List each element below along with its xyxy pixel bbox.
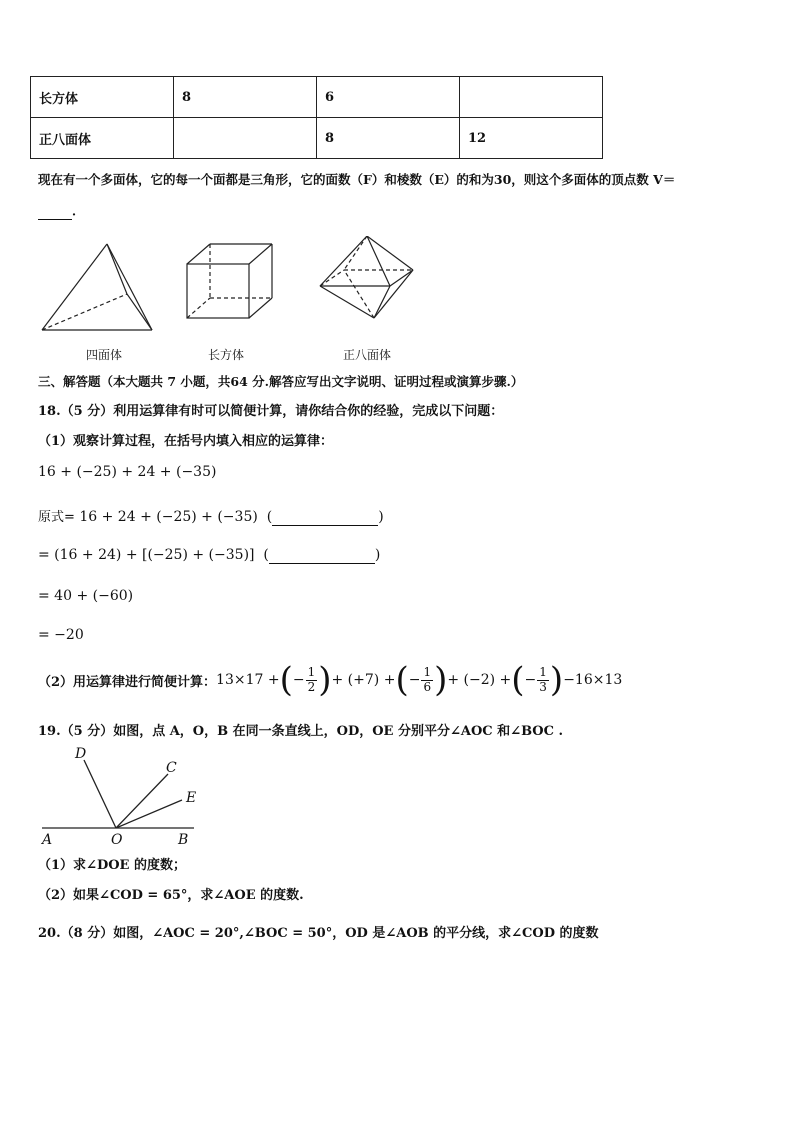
table-cell <box>174 118 317 159</box>
fraction: $\frac{1}{2}$ <box>307 665 316 694</box>
table-cell: 8 <box>174 77 317 118</box>
fraction: $\frac{1}{3}$ <box>539 665 547 694</box>
right-paren: ) <box>318 660 332 700</box>
table-cell: 12 <box>460 118 603 159</box>
ray-oc <box>116 774 168 828</box>
tetrahedron-caption: 四面体 <box>86 348 123 362</box>
q19-part2: （2）如果∠COD = 65°，求∠AOE 的度数. <box>38 888 304 903</box>
polyhedra-table <box>30 76 603 159</box>
q19-title: 19.（5 分）如图，点 A，O，B 在同一条直线上，OD，OE 分别平分∠AOC 和∠BOC . <box>38 724 564 739</box>
q18-part1: （1）观察计算过程，在括号内填入相应的运算律： <box>38 434 334 449</box>
q20-title: 20.（8 分）如图，∠AOC = 20°,∠BOC = 50°，OD 是∠AOB 的平分线，求∠COD 的度数 <box>38 926 599 941</box>
section-heading: 三、解答题（本大题共 7 小题，共64 分.解答应写出文字说明、证明过程或演算步骤.） <box>38 374 524 389</box>
q18-expr1: 16 + 24 + (−25) + (−35) <box>79 509 258 525</box>
q18-expr3: = 40 + (−60) <box>38 588 134 604</box>
tetrahedron-figure <box>42 244 152 330</box>
q18-p2-mid2: + (−2) + <box>447 672 512 688</box>
blank-end-mark: ． <box>72 204 86 219</box>
polyhedra-figures <box>30 236 430 346</box>
left-paren: ( <box>511 660 525 700</box>
octahedron-caption: 正八面体 <box>343 348 392 362</box>
right-paren: ) <box>549 660 564 700</box>
right-paren: ) <box>434 660 448 700</box>
polyhedron-answer-line <box>38 200 85 220</box>
table-cell: 正八面体 <box>31 118 174 159</box>
label-e: E <box>186 790 197 806</box>
q18-title: 18.（5 分）利用运算律有时可以简便计算，请你结合你的经验，完成以下问题： <box>38 404 504 419</box>
cuboid-caption: 长方体 <box>208 348 245 362</box>
answer-blank <box>272 509 378 526</box>
table-cell: 长方体 <box>31 77 174 118</box>
label-c: C <box>166 760 177 776</box>
octahedron-figure <box>320 236 413 318</box>
q18-expr4: = −20 <box>38 627 84 643</box>
label-b: B <box>178 832 189 848</box>
table-row <box>31 77 603 118</box>
label-o: O <box>111 832 123 848</box>
ray-od <box>84 760 116 828</box>
left-paren: ( <box>279 660 293 700</box>
fraction: $\frac{1}{6}$ <box>423 665 432 694</box>
q18-expr1-prefix: 原式= <box>38 510 75 525</box>
q18-p2-end: −16×13 <box>563 672 623 688</box>
table-cell <box>460 77 603 118</box>
q18-expr2: = (16 + 24) + [(−25) + (−35)] <box>38 547 255 563</box>
q18-expr2-line: = (16 + 24) + [(−25) + (−35)] ( ) <box>38 547 381 563</box>
polyhedron-question <box>38 170 675 188</box>
q18-p2-start: 13×17 + <box>216 672 280 688</box>
table-cell: 6 <box>317 77 460 118</box>
q18-expr0: 16 + (−25) + 24 + (−35) <box>38 464 217 480</box>
q19-part1: （1）求∠DOE 的度数； <box>38 858 186 873</box>
q19-angle-figure <box>38 742 208 848</box>
label-d: D <box>75 746 87 762</box>
label-a: A <box>42 832 53 848</box>
cuboid-figure <box>187 244 272 318</box>
q18-part2-line: （2）用运算律进行简便计算： 13×17 + ( − $\frac{1}{2}$ ) + (+7) + ( − $\frac{1}{6}$ ) + (−2) + ( − $\frac{1}{3}$ ) −16×13 <box>38 660 623 700</box>
q18-p2-mid1: + (+7) + <box>331 672 396 688</box>
table-row <box>31 118 603 159</box>
answer-blank <box>269 547 375 564</box>
polyhedron-question-text: 现在有一个多面体，它的每一个面都是三角形，它的面数（F）和棱数（E）的和为30，则这个多面体的顶点数 V＝ <box>38 172 676 187</box>
q18-expr1-line: 原式= 16 + 24 + (−25) + (−35) ( ) <box>38 509 384 525</box>
answer-blank <box>38 204 72 220</box>
ray-oe <box>116 800 182 828</box>
q18-part2-prefix: （2）用运算律进行简便计算： <box>38 674 217 690</box>
left-paren: ( <box>395 660 409 700</box>
table-cell: 8 <box>317 118 460 159</box>
